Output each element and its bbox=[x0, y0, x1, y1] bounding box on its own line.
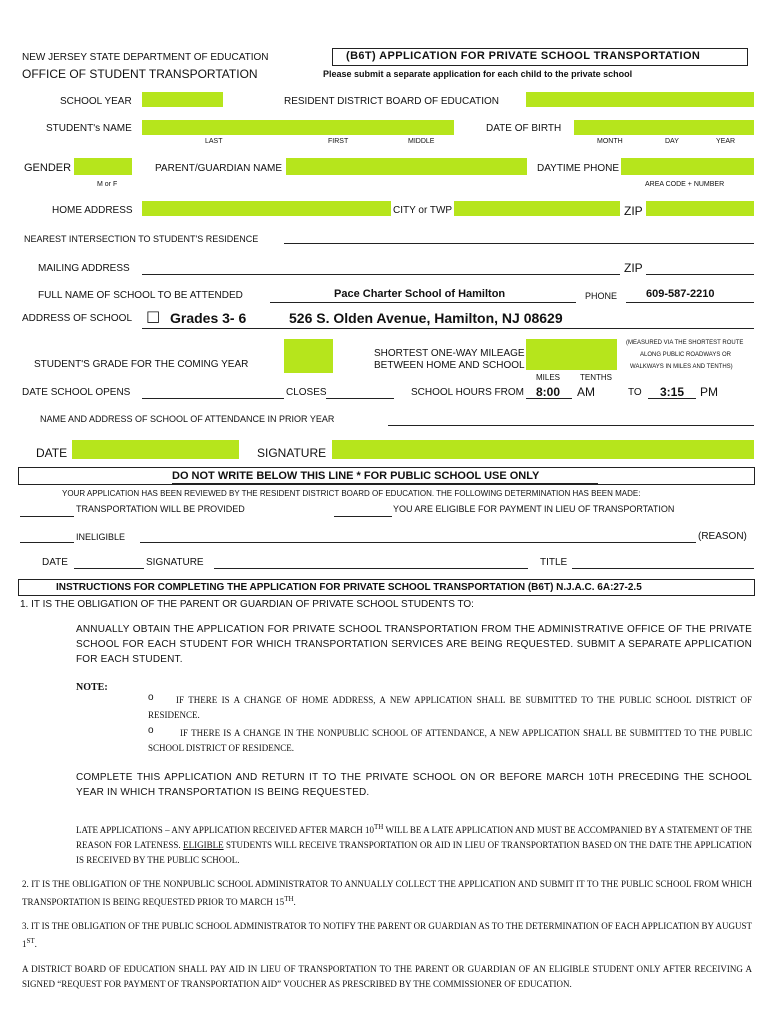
school-address-line bbox=[142, 328, 754, 329]
office-title-label: TITLE bbox=[540, 557, 568, 568]
home-address-label: HOME ADDRESS bbox=[52, 205, 133, 216]
shortest-mileage-label-2: BETWEEN HOME AND SCHOOL bbox=[374, 360, 525, 371]
daytime-phone-field[interactable] bbox=[621, 158, 754, 175]
ineligible-label: INELIGIBLE bbox=[76, 532, 126, 542]
from-time-value: 8:00 bbox=[536, 385, 561, 399]
m-or-f-caption: M or F bbox=[97, 181, 118, 188]
date-school-opens-line[interactable] bbox=[142, 398, 284, 399]
mailing-zip-line[interactable] bbox=[646, 274, 754, 275]
measured-note-1: (MEASURED VIA THE SHORTEST ROUTE bbox=[626, 340, 744, 346]
nearest-intersection-line[interactable] bbox=[284, 243, 754, 244]
item-3-end: . bbox=[34, 939, 37, 949]
office-use-banner-underline bbox=[172, 483, 598, 484]
measured-note-2: ALONG PUBLIC ROADWAYS OR bbox=[640, 352, 732, 358]
final-paragraph: A DISTRICT BOARD OF EDUCATION SHALL PAY AID IN LIEU OF TRANSPORTATION TO THE PARENT OR GUARDIAN OF AN ELIGIBLE STUDENT ONLY AFTER RECEIVING A SIGNED “REQUEST FOR PAYMENT OF TRANSPORTATION AID” VOUCHER AS PRESCRIBED BY THE COMMISSIONER OF EDUCATION. bbox=[22, 964, 752, 989]
parent-guardian-label: PARENT/GUARDIAN NAME bbox=[155, 163, 283, 174]
item-2-text: 2. IT IS THE OBLIGATION OF THE NONPUBLIC SCHOOL ADMINISTRATOR TO ANNUALLY COLLECT THE APPLICATION AND SUBMIT IT TO THE PUBLIC SCHOOL FROM WHICH TRANSPORTATION IS BEING REQUESTED PRIOR TO MARCH 15 bbox=[22, 879, 752, 907]
item-2-end: . bbox=[293, 897, 296, 907]
middle-caption: MIDDLE bbox=[408, 138, 435, 145]
office-signature-line[interactable] bbox=[214, 568, 528, 569]
school-phone-value: 609-587-2210 bbox=[646, 288, 715, 300]
date-field[interactable] bbox=[72, 440, 239, 459]
signature-field[interactable] bbox=[332, 440, 754, 459]
office-title-line[interactable] bbox=[572, 568, 754, 569]
full-school-name-label: FULL NAME OF SCHOOL TO BE ATTENDED bbox=[38, 290, 243, 301]
grades-value: Grades 3- 6 bbox=[170, 310, 247, 326]
to-time-line bbox=[648, 398, 696, 399]
date-school-opens-label: DATE SCHOOL OPENS bbox=[22, 387, 131, 398]
ineligible-check-line[interactable] bbox=[20, 542, 74, 543]
parent-guardian-field[interactable] bbox=[286, 158, 527, 175]
school-name-value: Pace Charter School of Hamilton bbox=[334, 288, 506, 300]
form-title: (B6T) APPLICATION FOR PRIVATE SCHOOL TRANSPORTATION bbox=[346, 50, 701, 62]
to-time-value: 3:15 bbox=[660, 385, 685, 399]
gender-label: GENDER bbox=[24, 162, 72, 174]
school-name-line bbox=[270, 302, 576, 303]
zip-field[interactable] bbox=[646, 201, 754, 216]
school-year-label: SCHOOL YEAR bbox=[60, 96, 132, 107]
city-twp-field[interactable] bbox=[454, 201, 620, 216]
office-date-line[interactable] bbox=[74, 568, 144, 569]
dept-name: NEW JERSEY STATE DEPARTMENT OF EDUCATION bbox=[22, 52, 269, 63]
school-hours-label: SCHOOL HOURS FROM bbox=[411, 387, 524, 398]
tenths-caption: TENTHS bbox=[580, 373, 612, 382]
daytime-phone-label: DAYTIME PHONE bbox=[537, 163, 620, 174]
date-label: DATE bbox=[36, 446, 68, 460]
late-applications-text bbox=[76, 820, 752, 868]
instruction-para-2: COMPLETE THIS APPLICATION AND RETURN IT TO THE PRIVATE SCHOOL ON OR BEFORE MARCH 10TH PRECEDING THE SCHOOL YEAR IN WHICH TRANSPORTATION IS BEING REQUESTED. bbox=[76, 772, 752, 798]
pm-label: PM bbox=[700, 385, 718, 399]
instructions-banner: INSTRUCTIONS FOR COMPLETING THE APPLICATION FOR PRIVATE SCHOOL TRANSPORTATION (B6T) N.J.A.C. 6A:27-2.5 bbox=[56, 582, 642, 593]
transportation-provided-line[interactable] bbox=[20, 516, 74, 517]
to-label: TO bbox=[628, 387, 642, 398]
am-label: AM bbox=[577, 385, 595, 399]
ineligible-reason-line[interactable] bbox=[140, 542, 696, 543]
school-phone-line bbox=[626, 302, 754, 303]
zip-label: ZIP bbox=[624, 204, 643, 218]
instruction-para-1: ANNUALLY OBTAIN THE APPLICATION FOR PRIVATE SCHOOL TRANSPORTATION FROM THE ADMINISTRATIVE OFFICE OF THE PRIVATE SCHOOL FOR EACH STUDENT FOR WHICH TRANSPORTATION SERVICES ARE BEING REQUESTED. SUBMIT A SEPARATE APPLICATION FOR EACH STUDENT. bbox=[76, 624, 752, 665]
prior-school-line[interactable] bbox=[388, 425, 754, 426]
reason-label: (REASON) bbox=[698, 531, 747, 542]
note-2-text: IF THERE IS A CHANGE IN THE NONPUBLIC SCHOOL OF ATTENDANCE, A NEW APPLICATION SHALL BE SUBMITTED TO THE PUBLIC SCHOOL DISTRICT OF RESIDENCE. bbox=[148, 728, 752, 753]
grades-checkbox-icon[interactable]: □ bbox=[146, 307, 161, 325]
mailing-zip-label: ZIP bbox=[624, 261, 643, 275]
eligible-payment-line[interactable] bbox=[334, 516, 392, 517]
instruction-item-2 bbox=[22, 877, 752, 910]
form-subtitle: Please submit a separate application for each child to the private school bbox=[323, 69, 633, 79]
month-caption: MONTH bbox=[597, 138, 623, 145]
note-1-text: IF THERE IS A CHANGE OF HOME ADDRESS, A NEW APPLICATION SHALL BE SUBMITTED TO THE PUBLIC SCHOOL DISTRICT OF RESIDENCE. bbox=[148, 695, 752, 720]
office-name: OFFICE OF STUDENT TRANSPORTATION bbox=[22, 67, 258, 81]
phone-label: PHONE bbox=[585, 291, 618, 301]
first-caption: FIRST bbox=[328, 138, 349, 145]
students-grade-field[interactable] bbox=[284, 339, 333, 373]
school-address-label: ADDRESS OF SCHOOL bbox=[22, 313, 133, 324]
mailing-address-label: MAILING ADDRESS bbox=[38, 263, 130, 274]
miles-caption: MILES bbox=[536, 373, 561, 382]
closes-line[interactable] bbox=[326, 398, 394, 399]
shortest-mileage-label-1: SHORTEST ONE-WAY MILEAGE bbox=[374, 348, 525, 359]
office-date-label: DATE bbox=[42, 557, 68, 568]
note-1-bullet: o bbox=[148, 692, 154, 703]
eligible-payment-label: YOU ARE ELIGIBLE FOR PAYMENT IN LIEU OF TRANSPORTATION bbox=[393, 504, 675, 514]
gender-field[interactable] bbox=[74, 158, 132, 175]
measured-note-3: WALKWAYS IN MILES AND TENTHS) bbox=[630, 364, 733, 370]
reviewed-text: YOUR APPLICATION HAS BEEN REVIEWED BY THE RESIDENT DISTRICT BOARD OF EDUCATION. THE FOLLOWING DETERMINATION HAS BEEN MADE: bbox=[62, 489, 641, 498]
note-label: NOTE: bbox=[76, 682, 108, 693]
transportation-provided-label: TRANSPORTATION WILL BE PROVIDED bbox=[76, 504, 245, 514]
city-twp-label: CITY or TWP bbox=[393, 205, 453, 216]
resident-district-field[interactable] bbox=[526, 92, 754, 107]
mailing-address-line[interactable] bbox=[142, 274, 620, 275]
eligible-underlined: ELIGIBLE bbox=[183, 840, 224, 850]
item-2-superscript: TH bbox=[284, 895, 294, 903]
closes-label: CLOSES bbox=[286, 387, 327, 398]
prior-school-label: NAME AND ADDRESS OF SCHOOL OF ATTENDANCE IN PRIOR YEAR bbox=[40, 414, 335, 424]
item-3-superscript: ST bbox=[26, 937, 35, 945]
school-address-value: 526 S. Olden Avenue, Hamilton, NJ 08629 bbox=[289, 310, 563, 326]
mileage-field[interactable] bbox=[526, 339, 617, 370]
office-signature-label: SIGNATURE bbox=[146, 557, 204, 568]
students-grade-label: STUDENT'S GRADE FOR THE COMING YEAR bbox=[34, 359, 249, 370]
school-year-field[interactable] bbox=[142, 92, 223, 107]
item-3-text: 3. IT IS THE OBLIGATION OF THE PUBLIC SCHOOL ADMINISTRATOR TO NOTIFY THE PARENT OR GUARDIAN AS TO THE DETERMINATION OF EACH APPLICATION BY AUGUST 1 bbox=[22, 921, 752, 949]
area-code-caption: AREA CODE + NUMBER bbox=[645, 181, 725, 188]
home-address-field[interactable] bbox=[142, 201, 391, 216]
last-caption: LAST bbox=[205, 138, 223, 145]
instruction-item-1: 1. IT IS THE OBLIGATION OF THE PARENT OR GUARDIAN OF PRIVATE SCHOOL STUDENTS TO: bbox=[20, 599, 474, 610]
from-time-line bbox=[526, 398, 572, 399]
student-name-field[interactable] bbox=[142, 120, 454, 135]
signature-label: SIGNATURE bbox=[257, 446, 327, 460]
day-caption: DAY bbox=[665, 138, 679, 145]
student-name-label: STUDENT's NAME bbox=[46, 123, 132, 134]
year-caption: YEAR bbox=[716, 138, 736, 145]
dob-label: DATE OF BIRTH bbox=[486, 123, 562, 134]
nearest-intersection-label: NEAREST INTERSECTION TO STUDENT'S RESIDENCE bbox=[24, 234, 259, 244]
late-text-c: STUDENTS WILL RECEIVE TRANSPORTATION OR AID IN LIEU OF TRANSPORTATION BASED ON THE DATE THE APPLICATION IS RECEIVED BY THE PUBLIC SCHOOL. bbox=[76, 840, 752, 865]
note-2-bullet: o bbox=[148, 725, 154, 736]
late-superscript: TH bbox=[373, 823, 384, 831]
late-text-b: WILL BE A LATE APPLICATION AND MUST BE ACCOMPANIED BY A STATEMENT OF THE REASON FOR LATENESS. bbox=[76, 825, 752, 850]
resident-district-label: RESIDENT DISTRICT BOARD OF EDUCATION bbox=[284, 96, 500, 107]
dob-field[interactable] bbox=[574, 120, 754, 135]
office-use-banner: DO NOT WRITE BELOW THIS LINE * FOR PUBLIC SCHOOL USE ONLY bbox=[172, 470, 540, 482]
late-text-a: LATE APPLICATIONS – ANY APPLICATION RECEIVED AFTER MARCH 10 bbox=[76, 825, 374, 835]
instruction-item-3 bbox=[22, 919, 752, 952]
